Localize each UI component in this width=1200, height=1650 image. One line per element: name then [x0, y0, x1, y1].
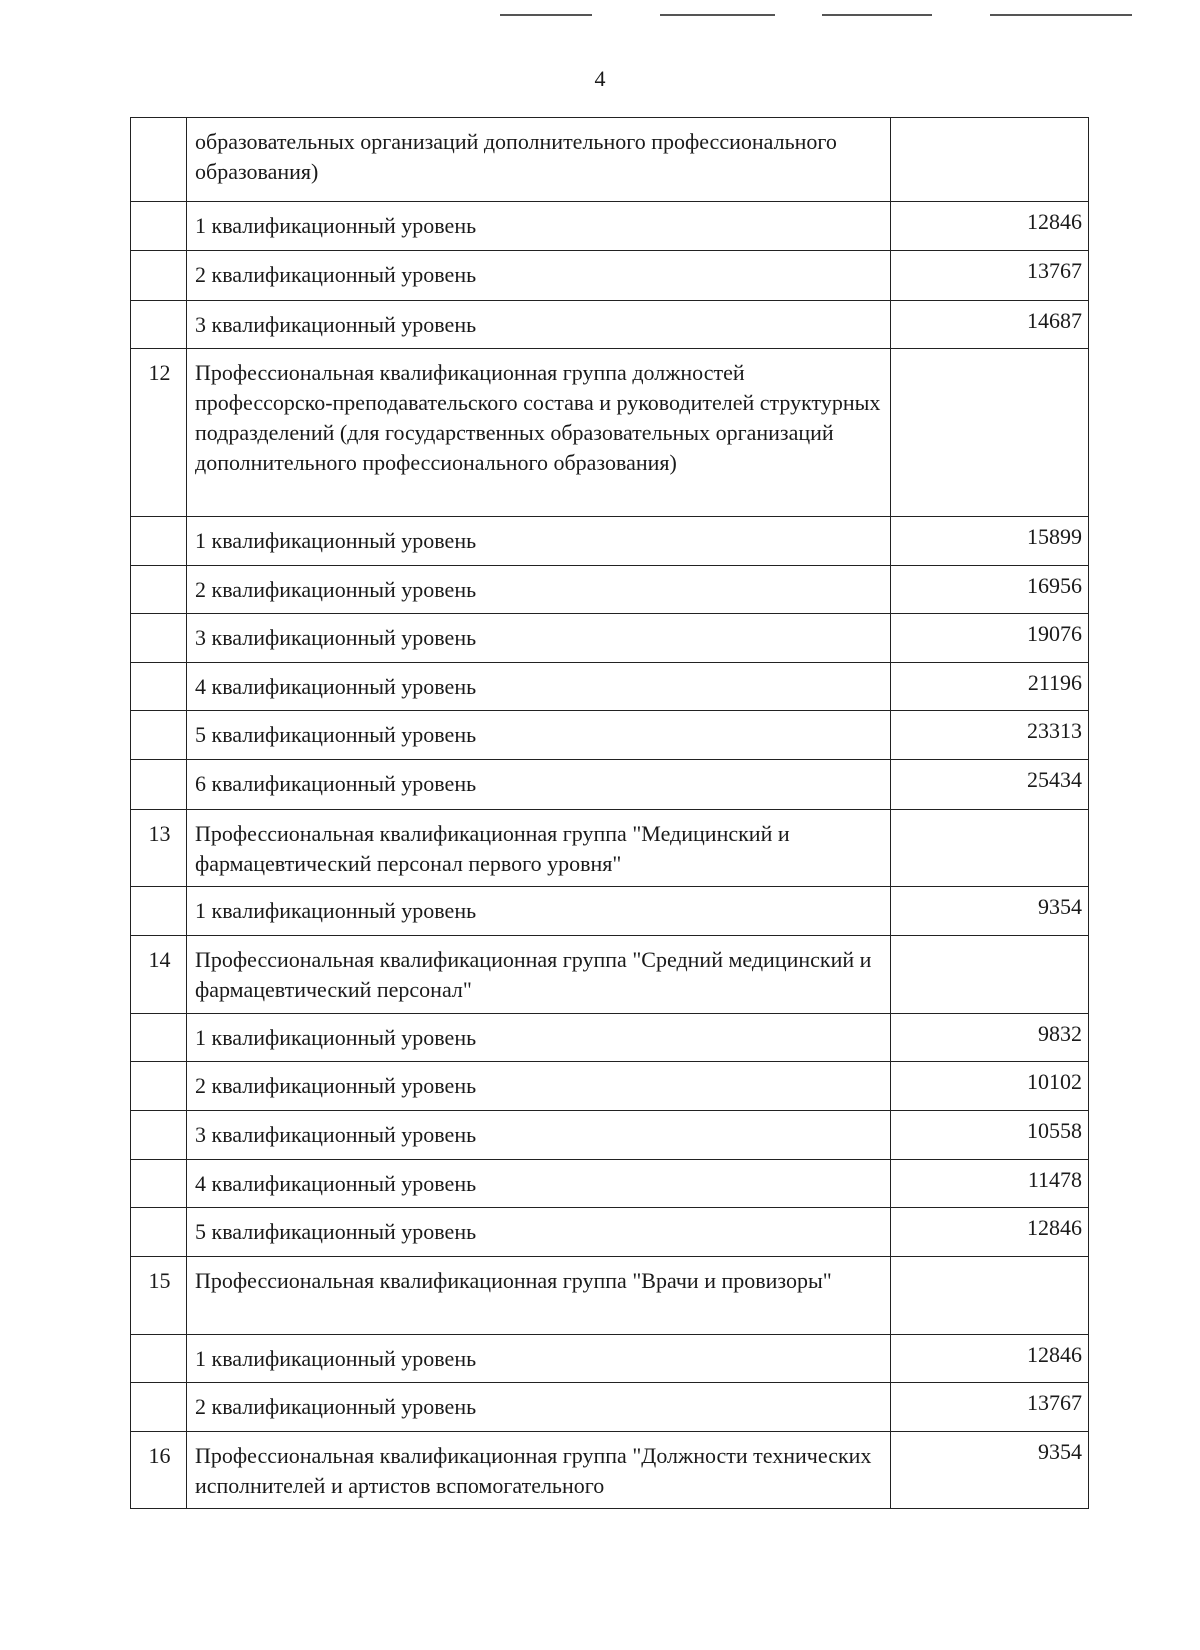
table-row: [131, 1257, 1089, 1335]
row-value-cell: [891, 566, 1089, 614]
salary-value: 9354: [1038, 1439, 1082, 1464]
scan-artifact-line: [990, 14, 1132, 16]
row-number-cell: 15: [131, 1257, 187, 1335]
salary-table: [130, 117, 1089, 1509]
table-row: [131, 202, 1089, 251]
row-number-cell: 12: [131, 349, 187, 517]
salary-value: 23313: [1027, 718, 1082, 743]
row-name-cell: 2 квалификационный уровень: [187, 566, 891, 614]
row-number-cell: [131, 1111, 187, 1160]
row-value-cell: [891, 1257, 1089, 1335]
row-name-cell: Профессиональная квалификационная группа должностей профессорско-преподавательского состава и руководителей структурных подразделений (для государственных образовательных организаций дополнительного профессионального образования): [187, 349, 891, 517]
row-value-cell: [891, 517, 1089, 566]
table-row: [131, 887, 1089, 936]
table-row: [131, 301, 1089, 349]
row-number-cell: [131, 711, 187, 760]
table-row: [131, 1383, 1089, 1432]
row-number-cell: 14: [131, 936, 187, 1014]
row-value-cell: [891, 1014, 1089, 1062]
row-number-cell: [131, 301, 187, 349]
salary-value: 19076: [1027, 621, 1082, 646]
row-value-cell: [891, 1208, 1089, 1257]
scan-artifact-line: [500, 14, 592, 16]
row-value-cell: [891, 301, 1089, 349]
salary-value: 10558: [1027, 1118, 1082, 1143]
row-number-cell: [131, 1335, 187, 1383]
salary-value: 21196: [1027, 670, 1082, 695]
row-number-cell: [131, 1014, 187, 1062]
row-value-cell: [891, 1432, 1089, 1509]
salary-value: 13767: [1027, 1390, 1082, 1415]
row-name-cell: 4 квалификационный уровень: [187, 663, 891, 711]
row-number-cell: 13: [131, 810, 187, 887]
table-row: [131, 1014, 1089, 1062]
row-number-cell: [131, 760, 187, 810]
table-row: [131, 1111, 1089, 1160]
row-number-cell: [131, 887, 187, 936]
row-value-cell: [891, 760, 1089, 810]
salary-value: 11478: [1027, 1167, 1082, 1192]
row-name-cell: 4 квалификационный уровень: [187, 1160, 891, 1208]
salary-value: 14687: [1027, 308, 1082, 333]
salary-value: 25434: [1027, 767, 1082, 792]
row-name-cell: 5 квалификационный уровень: [187, 711, 891, 760]
table-row: [131, 711, 1089, 760]
table-row: [131, 1208, 1089, 1257]
row-number-cell: [131, 1383, 187, 1432]
row-name-cell: 3 квалификационный уровень: [187, 301, 891, 349]
row-number-cell: [131, 1160, 187, 1208]
salary-value: 12846: [1027, 209, 1082, 234]
row-name-cell: 3 квалификационный уровень: [187, 614, 891, 663]
row-value-cell: [891, 349, 1089, 517]
row-value-cell: [891, 936, 1089, 1014]
row-name-cell: образовательных организаций дополнительного профессионального образования): [187, 118, 891, 202]
row-number-cell: [131, 1062, 187, 1111]
row-name-cell: 3 квалификационный уровень: [187, 1111, 891, 1160]
row-value-cell: [891, 1111, 1089, 1160]
table-row: [131, 566, 1089, 614]
salary-value: 12846: [1027, 1342, 1082, 1367]
row-name-cell: Профессиональная квалификационная группа "Медицинский и фармацевтический персонал первого уровня": [187, 810, 891, 887]
row-name-cell: 1 квалификационный уровень: [187, 517, 891, 566]
row-number-cell: [131, 566, 187, 614]
scan-artifact-line: [822, 14, 932, 16]
row-value-cell: [891, 810, 1089, 887]
salary-value: 16956: [1027, 573, 1082, 598]
table-row: [131, 663, 1089, 711]
row-value-cell: [891, 663, 1089, 711]
row-value-cell: [891, 202, 1089, 251]
table-row: [131, 760, 1089, 810]
salary-value: 15899: [1027, 524, 1082, 549]
salary-table-body: [131, 118, 1089, 1509]
row-name-cell: 2 квалификационный уровень: [187, 1062, 891, 1111]
row-name-cell: 6 квалификационный уровень: [187, 760, 891, 810]
row-name-cell: 2 квалификационный уровень: [187, 251, 891, 301]
row-value-cell: [891, 251, 1089, 301]
row-value-cell: [891, 118, 1089, 202]
row-number-cell: [131, 1208, 187, 1257]
salary-value: 9354: [1038, 894, 1082, 919]
table-row: [131, 810, 1089, 887]
row-name-cell: Профессиональная квалификационная группа "Средний медицинский и фармацевтический персонал": [187, 936, 891, 1014]
row-name-cell: Профессиональная квалификационная группа "Должности технических исполнителей и артистов вспомогательного: [187, 1432, 891, 1509]
page-number: 4: [594, 66, 606, 91]
table-row: [131, 251, 1089, 301]
scan-artifact-line: [660, 14, 775, 16]
table-row: [131, 1160, 1089, 1208]
table-row: [131, 1062, 1089, 1111]
row-name-cell: 5 квалификационный уровень: [187, 1208, 891, 1257]
row-value-cell: [891, 1335, 1089, 1383]
row-name-cell: 2 квалификационный уровень: [187, 1383, 891, 1432]
row-value-cell: [891, 1160, 1089, 1208]
row-value-cell: [891, 887, 1089, 936]
row-name-cell: 1 квалификационный уровень: [187, 1335, 891, 1383]
table-row: [131, 1432, 1089, 1509]
row-name-cell: 1 квалификационный уровень: [187, 887, 891, 936]
row-value-cell: [891, 711, 1089, 760]
row-name-cell: 1 квалификационный уровень: [187, 202, 891, 251]
row-name-cell: 1 квалификационный уровень: [187, 1014, 891, 1062]
row-name-cell: Профессиональная квалификационная группа "Врачи и провизоры": [187, 1257, 891, 1335]
row-number-cell: [131, 251, 187, 301]
row-number-cell: [131, 663, 187, 711]
table-row: [131, 517, 1089, 566]
table-row: [131, 349, 1089, 517]
salary-value: 9832: [1038, 1021, 1082, 1046]
table-row: [131, 118, 1089, 202]
row-value-cell: [891, 614, 1089, 663]
row-number-cell: [131, 614, 187, 663]
salary-value: 13767: [1027, 258, 1082, 283]
row-number-cell: [131, 517, 187, 566]
row-number-cell: [131, 202, 187, 251]
salary-value: 12846: [1027, 1215, 1082, 1240]
salary-value: 10102: [1027, 1069, 1082, 1094]
row-value-cell: [891, 1383, 1089, 1432]
row-number-cell: 16: [131, 1432, 187, 1509]
table-row: [131, 1335, 1089, 1383]
table-row: [131, 614, 1089, 663]
table-row: [131, 936, 1089, 1014]
row-value-cell: [891, 1062, 1089, 1111]
row-number-cell: [131, 118, 187, 202]
